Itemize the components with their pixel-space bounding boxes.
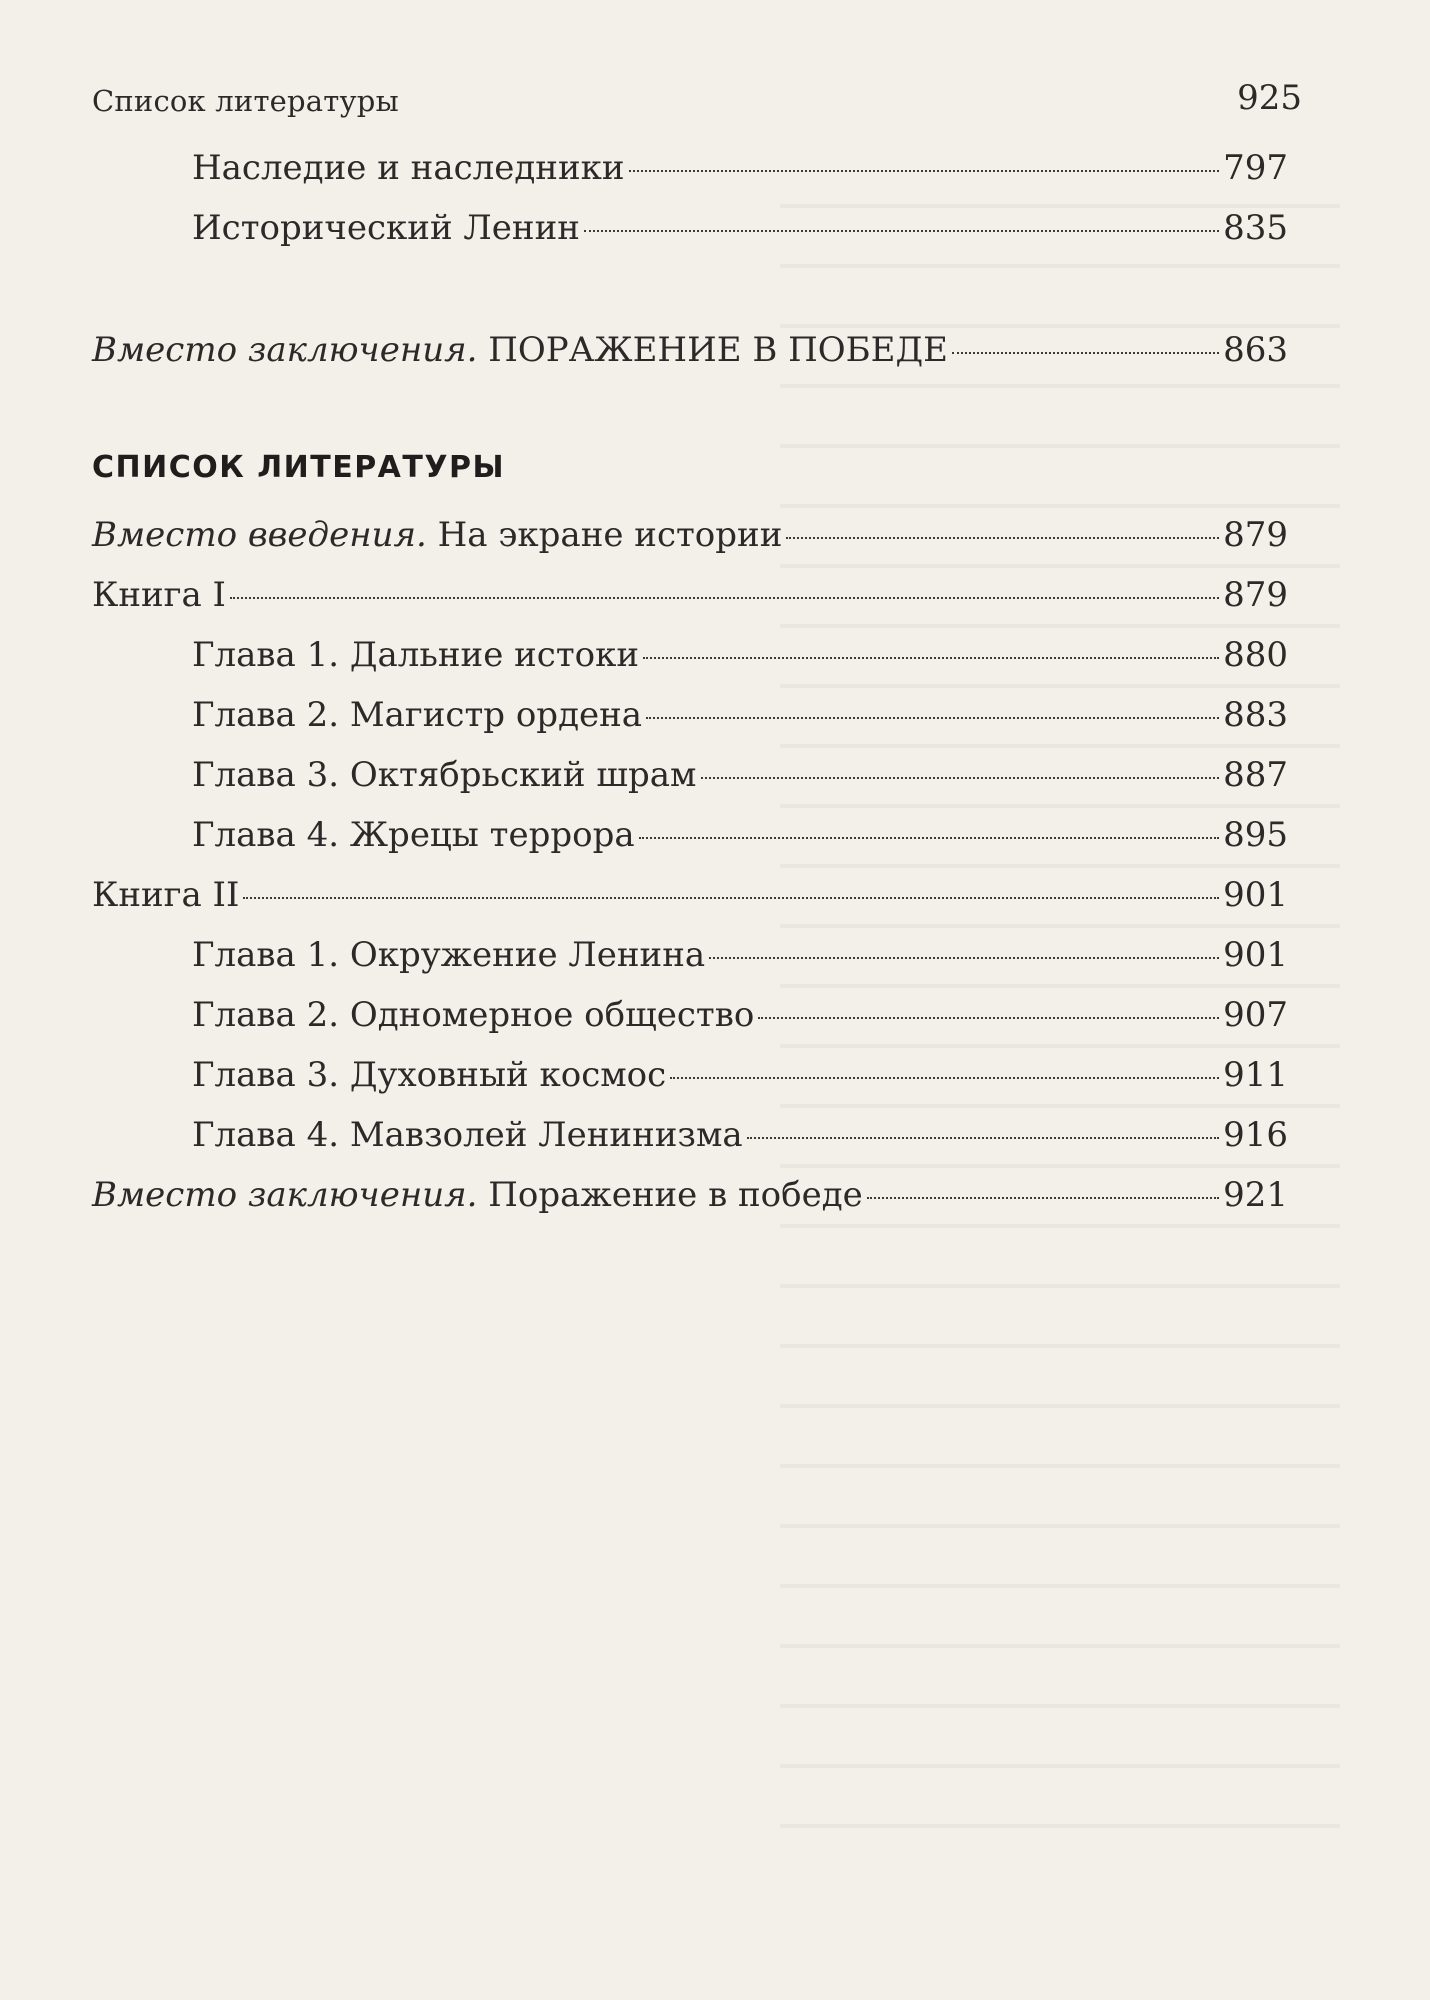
toc-entry-page: 895 — [1223, 815, 1288, 855]
leader-dots — [952, 352, 1219, 354]
toc-entry-conclusion — [92, 330, 1288, 390]
toc-entry-label: Глава 4. Жрецы террора — [192, 815, 635, 855]
toc-entry-label: Глава 2. Магистр ордена — [192, 695, 643, 735]
italic-prefix: Вместо введения. — [92, 515, 427, 555]
toc-entry-label: Книга I — [92, 575, 226, 615]
section-heading: СПИСОК ЛИТЕРАТУРЫ — [92, 450, 506, 485]
toc-entry-chapter — [92, 1055, 1288, 1115]
toc-entry-page: 879 — [1223, 575, 1288, 615]
toc-top-block — [92, 148, 1288, 268]
italic-prefix: Вместо заключения. — [92, 330, 478, 370]
leader-dots — [230, 597, 1219, 599]
leader-dots — [747, 1137, 1219, 1139]
toc-entry-label — [92, 1175, 863, 1215]
toc-entry-page: 835 — [1223, 208, 1288, 248]
leader-dots — [758, 1017, 1219, 1019]
toc-entry-page: 921 — [1223, 1175, 1288, 1215]
entry-title: Поражение в победе — [477, 1175, 863, 1215]
toc-entry-label: Книга II — [92, 875, 240, 915]
leader-dots — [786, 537, 1219, 539]
toc-entry-page: 883 — [1223, 695, 1288, 735]
toc-entry-page: 901 — [1223, 875, 1288, 915]
toc-entry-chapter — [92, 995, 1288, 1055]
leader-dots — [243, 897, 1219, 899]
leader-dots — [639, 837, 1219, 839]
toc-entry-outro — [92, 1175, 1288, 1235]
toc-entry-chapter — [92, 755, 1288, 815]
page-number: 925 — [1237, 78, 1302, 118]
toc-literature-block — [92, 515, 1288, 1235]
toc-entry-page: 916 — [1223, 1115, 1288, 1155]
toc-entry — [92, 148, 1288, 208]
toc-entry-page: 879 — [1223, 515, 1288, 555]
toc-entry-page: 901 — [1223, 935, 1288, 975]
toc-entry-label — [92, 330, 948, 370]
toc-entry-label: Глава 2. Одномерное общество — [192, 995, 755, 1035]
toc-entry-chapter — [92, 635, 1288, 695]
toc-entry-page: 880 — [1223, 635, 1288, 675]
leader-dots — [701, 777, 1220, 779]
entry-title: ПОРАЖЕНИЕ В ПОБЕДЕ — [477, 330, 948, 370]
toc-entry-label — [92, 515, 782, 555]
toc-entry-intro — [92, 515, 1288, 575]
running-head: Список литературы — [92, 84, 399, 118]
toc-entry — [92, 208, 1288, 268]
leader-dots — [584, 230, 1219, 232]
toc-entry-book-1 — [92, 575, 1288, 635]
toc-entry-label: Глава 3. Духовный космос — [192, 1055, 667, 1095]
toc-entry-page: 911 — [1223, 1055, 1288, 1095]
toc-entry-page: 887 — [1223, 755, 1288, 795]
leader-dots — [646, 717, 1219, 719]
leader-dots — [670, 1077, 1219, 1079]
toc-entry-chapter — [92, 1115, 1288, 1175]
toc-entry-chapter — [92, 935, 1288, 995]
toc-entry-book-2 — [92, 875, 1288, 935]
toc-entry-page: 797 — [1223, 148, 1288, 188]
toc-entry-chapter — [92, 815, 1288, 875]
toc-conclusion-block — [92, 330, 1288, 390]
toc-entry-label: Наследие и наследники — [192, 148, 625, 188]
toc-entry-chapter — [92, 695, 1288, 755]
leader-dots — [629, 170, 1220, 172]
toc-entry-label: Глава 3. Октябрьский шрам — [192, 755, 697, 795]
toc-entry-page: 907 — [1223, 995, 1288, 1035]
entry-title: На экране истории — [426, 515, 783, 555]
toc-entry-label: Глава 1. Дальние истоки — [192, 635, 640, 675]
toc-entry-page: 863 — [1223, 330, 1288, 370]
toc-entry-label: Глава 1. Окружение Ленина — [192, 935, 706, 975]
leader-dots — [709, 957, 1219, 959]
leader-dots — [867, 1197, 1219, 1199]
toc-entry-label: Исторический Ленин — [192, 208, 580, 248]
leader-dots — [643, 657, 1219, 659]
italic-prefix: Вместо заключения. — [92, 1175, 478, 1215]
toc-entry-label: Глава 4. Мавзолей Ленинизма — [192, 1115, 743, 1155]
